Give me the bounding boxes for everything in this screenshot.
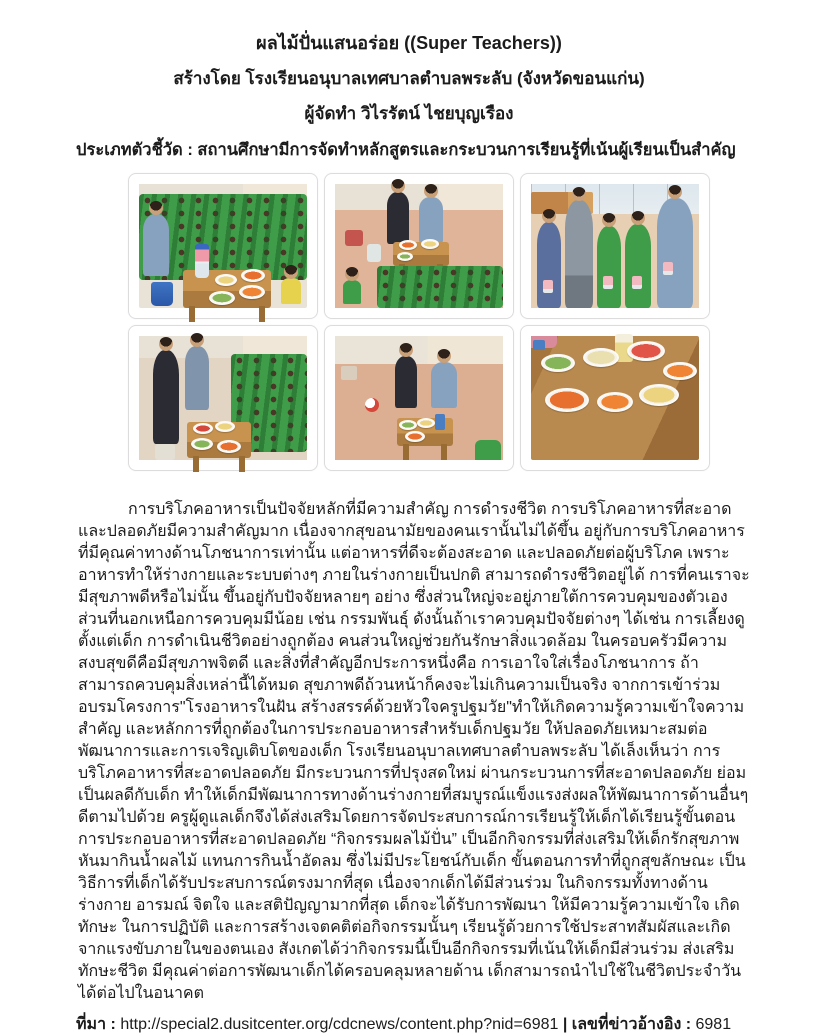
papaya-plate <box>239 285 265 299</box>
carrot-plate <box>217 440 241 453</box>
guava-plate <box>541 354 575 372</box>
child-figure <box>343 280 361 304</box>
banana-plate <box>583 348 619 367</box>
photo-teachers-cutting-fruit <box>139 336 307 460</box>
carrot-plate <box>405 431 425 442</box>
vegetable-plate <box>209 291 235 305</box>
fruit-plate <box>421 239 439 249</box>
created-by-line: สร้างโดย โรงเรียนอนุบาลเทศบาลตำบลพระลับ (จังหวัดขอนแก่น) <box>173 69 645 88</box>
page-title: ผลไม้ปั่นแสนอร่อย ((Super Teachers)) <box>256 33 562 53</box>
indicator-line: ประเภทตัวชี้วัด : สถานศึกษามีการจัดทำหลักสูตรและกระบวนการเรียนรู้ที่เน้นผู้เรียนเป็นสำคัญ <box>76 141 736 159</box>
article-paragraph: การบริโภคอาหารเป็นปัจจัยหลักที่มีความสำคัญ การดำรงชีวิต การบริโภคอาหารที่สะอาด และปลอดภัยมีความสำคัญมาก เนื่องจากสุขอนามัยของคนเรานั้นไม่ได้ขึ้น อยู่กับการบริโภคอาหารที่มีคุณค่าทางด้านโภชนาการเท่านั้น แต่อาหารที่ดีจะต้องสะอาด และปลอดภัยต่อผู้บริโภค เพราะอาหารทำให้ร่างกายและระบบต่างๆ ภายในร่างกายเป็นปกติ สามารถดำรงชีวิตอยู่ได้ การที่คนเราจะมีสุขภาพดีหรือไม่นั้น ขึ้นอยู่กับปัจจัยหลายๆ อย่าง ซึ่งส่วนใหญ่จะอยู่ภายใต้การควบคุมของตัวเอง ส่วนที่นอกเหนือการควบคุมมีน้อย เช่น กรรมพันธุ์ ดังนั้นถ้าเราควบคุมปัจจัยต่างๆ ได้เช่น การเลี้ยงดูตั้งแต่เด็ก การดำเนินชีวิตอย่างถูกต้อง คนส่วนใหญ่ช่วยกันรักษาสิ่งแวดล้อม ในครอบครัวมีความสงบสุขดีคือมีสุขภาพจิตดี และสิ่งที่สำคัญอีกประการหนึ่งคือ การเอาใจใส่เรื่องโภชนาการ ถ้าสามารถควบคุมสิ่งเหล่านี้ได้หมด สุขภาพดีถ้วนหน้าก็คงจะไม่เกินความเป็นจริง จากการเข้าร่วมอบรมโครงการ"โรงอาหารในฝัน สร้างสรรค์ด้วยหัวใจครูปฐมวัย"ทำให้เกิดความรู้ความเข้าใจความสำคัญ และหลักการที่ถูกต้องในการประกอบอาหารสำหรับเด็กปฐมวัย ให้ปลอดภัยเหมาะสมต่อพัฒนาการและการเจริญเติบโตของเด็ก โรงเรียนอนุบาลเทศบาลตำบลพระลับ ได้เล็งเห็นว่า การบริโภคอาหารที่สะอาดปลอดภัย มีกระบวนการที่ปรุงสดใหม่ ผ่านกระบวนการที่สะอาดปลอดภัย ย่อมเป็นผลดีกับเด็ก ทำให้เด็กมีพัฒนาการทางด้านร่างกายที่สมบูรณ์แข็งแรงส่งผลให้พัฒนาการด้านอื่นๆดีตามไปด้วย ครูผู้ดูแลเด็กจึงได้ส่งเสริมโดยการจัดประสบการณ์การเรียนรู้ให้เด็กได้เรียนรู้ขั้นตอนการประกอบอาหารที่สะอาดปลอดภัย “กิจกรรมผลไม้ปั่น” เป็นอีกกิจกรรมที่ส่งเสริมให้เด็กรักสุขภาพหันมากินน้ำผลไม้ แทนการกินน้ำอัดลม ซึ่งไม่มีประโยชน์กับเด็ก ขั้นตอนการทำที่ถูกสุขลักษณะ เป็นวิธีการที่เด็กได้รับประสบการณ์ตรงมากที่สุด เนื่องจากเด็กได้มีส่วนร่วม ในกิจกรรมทั้งทางด้านร่างกาย อารมณ์ จิตใจ และสติปัญญามากที่สุด เด็กจะได้รับการพัฒนา ให้มีความรู้ความเข้าใจ เกิดทักษะ ในการปฏิบัติ และการสร้างเจตคติต่อกิจกรรมนั้นๆ เรียนรู้ด้วยการใช้ประสาทสัมผัสและเกิดจากแรงขับภายในของตนเอง สังเกตได้ว่ากิจกรรมนี้เป็นอีกกิจกรรมที่เน้นให้เด็กมีส่วนร่วม ส่งเสริมทักษะชีวิต มีคุณค่าต่อการพัฒนาเด็กได้ครอบคลุมหลายด้าน เด็กสามารถนำไปใช้ในชีวิตประจำวันได้ต่อไปในอนาคต <box>78 501 750 1002</box>
blue-tumbler <box>435 414 445 430</box>
blue-lid <box>533 340 545 350</box>
teacher-figure <box>657 198 693 308</box>
separator: | <box>562 1016 568 1033</box>
toy-ball <box>365 398 379 412</box>
pineapple-plate <box>639 384 679 406</box>
photo-teachers-preparing-table <box>335 184 503 308</box>
carrot-plate <box>597 392 633 412</box>
source-line <box>76 1014 754 1035</box>
papaya-plate <box>545 388 589 412</box>
classroom-wall <box>335 336 503 364</box>
red-basket <box>345 230 363 246</box>
photo-card-1[interactable] <box>128 173 318 319</box>
photo-card-5[interactable] <box>324 325 514 471</box>
child-figure <box>537 222 561 308</box>
child-figure <box>625 224 651 308</box>
photo-grid <box>128 173 714 471</box>
teacher-figure <box>387 192 409 244</box>
source-label: ที่มา : <box>76 1016 116 1033</box>
teacher-figure <box>153 350 179 444</box>
teacher-figure <box>395 356 417 408</box>
vegetable-plate <box>191 438 213 450</box>
carrot-plate <box>399 240 417 250</box>
plastic-bag <box>367 244 381 262</box>
smoothie-cup <box>632 276 642 289</box>
fruit-plate <box>215 274 237 286</box>
photo-group-with-smoothie-cups <box>531 184 699 308</box>
photo-card-6[interactable] <box>520 325 710 471</box>
photo-card-2[interactable] <box>324 173 514 319</box>
tomato-plate <box>193 423 213 434</box>
photo-kids-around-blender-table <box>139 184 307 308</box>
cantaloupe-plate <box>663 362 697 380</box>
reference-label: เลขที่ข่าวอ้างอิง : <box>571 1016 692 1033</box>
teacher-with-apron <box>565 200 593 308</box>
fruit-plate <box>417 418 435 428</box>
source-url: http://special2.dusitcenter.org/cdcnews/content.php?nid=6981 <box>120 1016 559 1033</box>
teacher-figure <box>419 197 443 243</box>
reference-number: 6981 <box>695 1016 732 1033</box>
child-figure <box>475 440 501 460</box>
smoothie-cup <box>543 280 553 293</box>
photo-card-3[interactable] <box>520 173 710 319</box>
carrot-plate <box>241 269 265 282</box>
author-line: ผู้จัดทำ วิไรรัตน์ ไชยบุญเรือง <box>304 104 514 123</box>
photo-fruit-plates-closeup <box>531 336 699 460</box>
photo-card-4[interactable] <box>128 325 318 471</box>
fruit-plate <box>215 421 235 432</box>
vegetable-plate <box>399 420 417 430</box>
smoothie-cup <box>603 276 613 289</box>
child-figure <box>597 226 621 308</box>
vegetable-plate <box>397 252 413 261</box>
teacher-figure <box>143 214 169 276</box>
children-crowd <box>377 266 503 308</box>
photo-teachers-behind-table <box>335 336 503 460</box>
smoothie-cup <box>663 262 673 275</box>
teacher-figure <box>431 362 457 408</box>
blue-bucket <box>151 282 173 306</box>
blender-icon <box>195 244 209 278</box>
plastic-bag <box>155 444 175 460</box>
cardboard-box <box>341 366 357 380</box>
watermelon-plate <box>627 341 665 361</box>
child-figure <box>281 278 301 304</box>
teacher-figure <box>185 346 209 410</box>
